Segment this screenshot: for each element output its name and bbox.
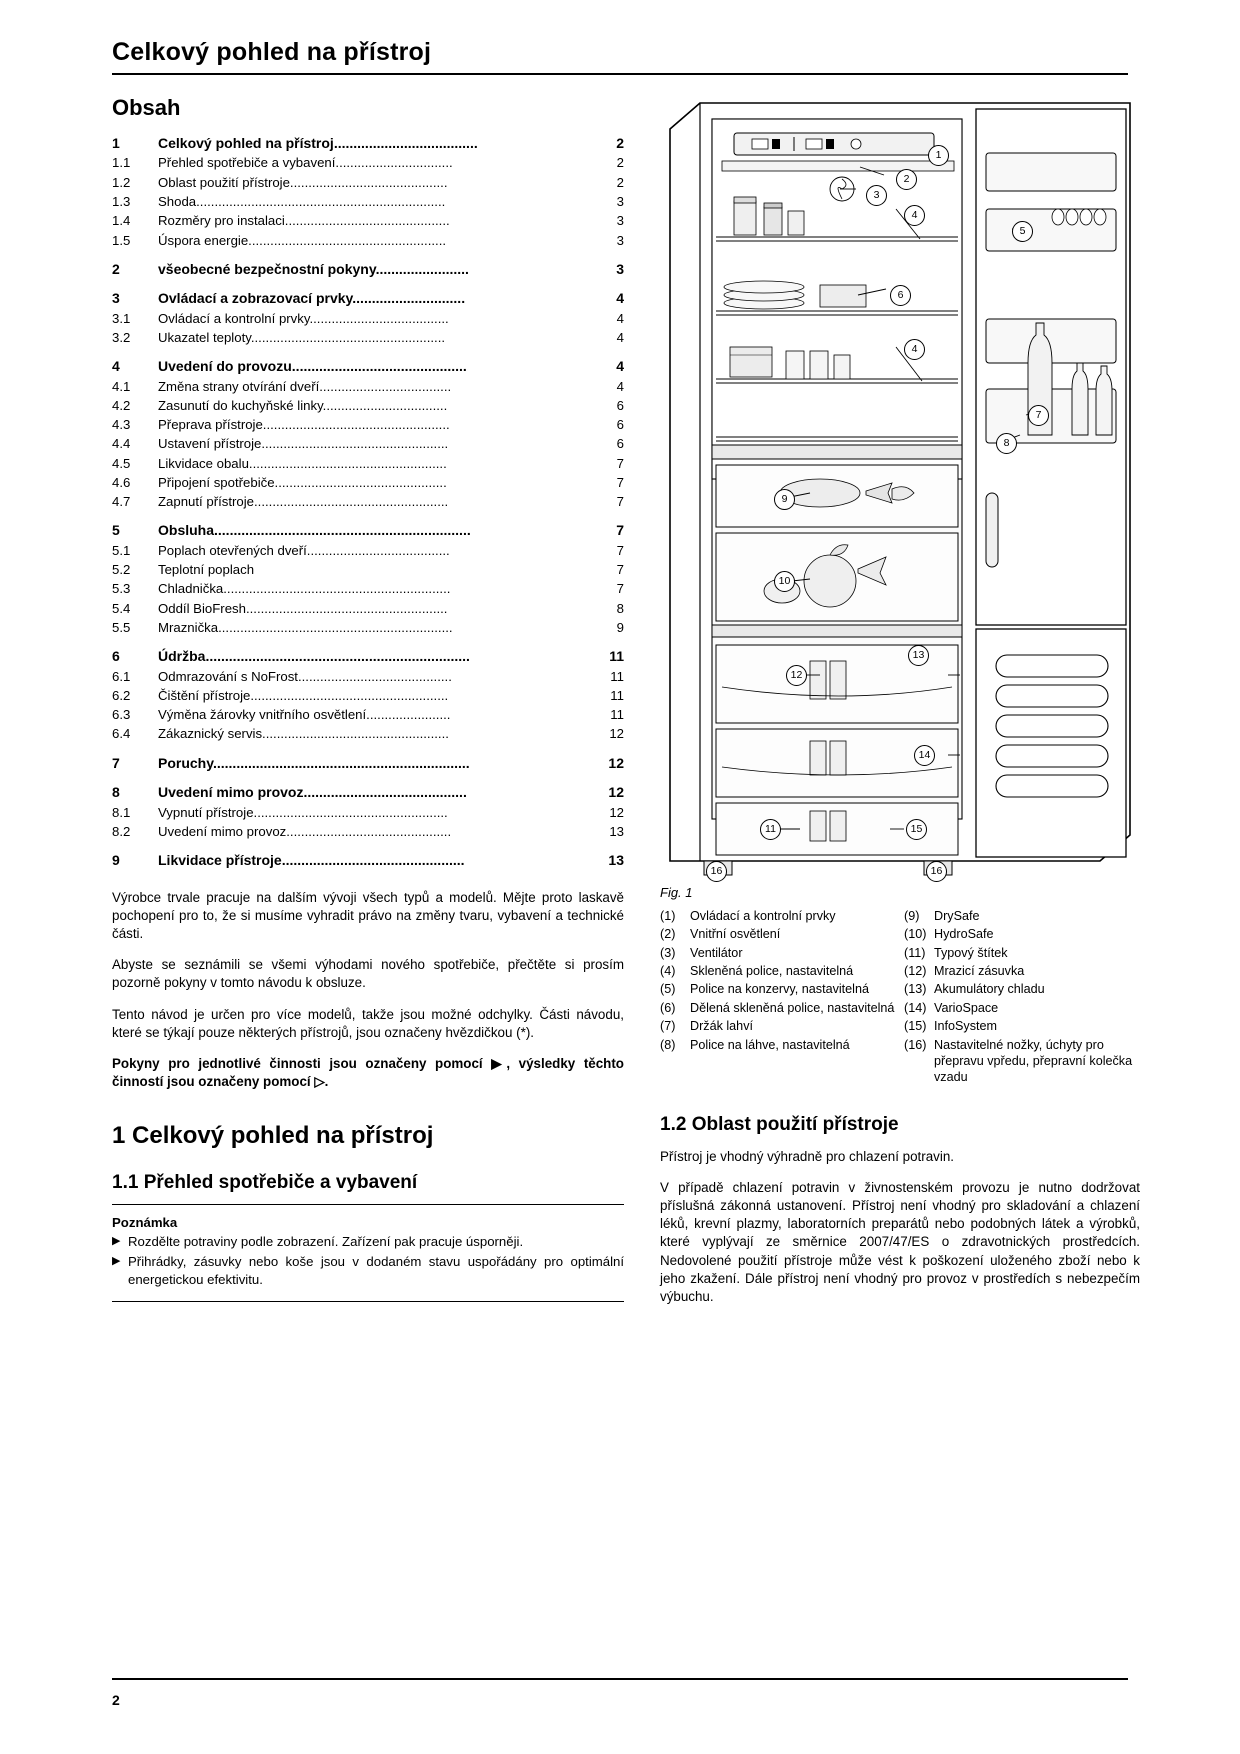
toc-entry-title: Zasunutí do kuchyňské linky.................................. (158, 397, 448, 413)
legend-item-number: (16) (904, 1037, 927, 1052)
section-1-1-divider (112, 1204, 624, 1205)
legend-item (660, 926, 896, 942)
toc-entry-number: 3.2 (112, 329, 131, 345)
legend-column-right (904, 908, 1140, 1088)
toc-entry-number: 8 (112, 784, 120, 801)
toc-entry[interactable] (112, 560, 624, 579)
toc-entry-number: 2 (112, 260, 120, 277)
toc-entry-number: 7 (112, 754, 120, 771)
toc-entry-number: 8.2 (112, 823, 131, 839)
legend-item (660, 1018, 896, 1034)
toc-entry-number: 9 (112, 852, 120, 869)
legend-item-number: (13) (904, 982, 927, 997)
toc-entry-page: 2 (616, 155, 624, 171)
legend-item-number: (8) (660, 1037, 676, 1052)
toc-entry[interactable] (112, 850, 624, 870)
callout-16b: 16 (926, 861, 947, 882)
legend-item-number: (5) (660, 982, 676, 997)
page-title: Celkový pohled na přístroj (112, 38, 432, 66)
legend-item-label: Mrazicí zásuvka (934, 964, 1025, 979)
legend-item-number: (12) (904, 964, 927, 979)
note-bullet-1 (112, 1233, 624, 1251)
toc-entry-page: 12 (609, 804, 624, 820)
toc-entry-number: 6.1 (112, 668, 131, 684)
toc-entry-title: Připojení spotřebiče............................................... (158, 474, 447, 490)
legend-item (904, 981, 1140, 997)
legend-item-label: Skleněná police, nastavitelná (690, 964, 854, 979)
triangle-bullet-icon: ▶ (112, 1234, 121, 1247)
toc-entry-page: 4 (616, 358, 624, 375)
legend-item-label: Nastavitelné nožky, úchyty pro přepravu vpředu, přepravní kolečka vzadu (934, 1037, 1133, 1085)
toc-entry-page: 7 (616, 522, 624, 539)
toc-entry-title: Odmrazování s NoFrost.......................................... (158, 668, 452, 684)
toc-entry[interactable] (112, 473, 624, 492)
callout-11: 11 (760, 819, 781, 840)
toc-entry-page: 11 (609, 648, 624, 665)
toc-entry-number: 1.3 (112, 193, 131, 209)
toc-entry-title: Obsluha.................................................................. (158, 522, 471, 539)
appliance-diagram (660, 89, 1140, 879)
toc-entry-page: 7 (616, 474, 624, 490)
toc-entry-title: Rozměry pro instalaci............................................. (158, 213, 450, 229)
toc-entry[interactable] (112, 173, 624, 192)
toc-entry-number: 4.1 (112, 378, 131, 394)
toc-entry-number: 6 (112, 648, 120, 665)
intro-paragraph-1: Výrobce trvale pracuje na dalším vývoji všech typů a modelů. Mějte proto laskavě pochopení pro to, že si musíme vyhradit právo na změny tvaru, vybavení a technické části. (112, 889, 624, 942)
toc-spacer (112, 511, 624, 520)
callout-8: 8 (996, 433, 1017, 454)
legend-item-label: Držák lahví (690, 1019, 753, 1034)
toc-entry-page: 11 (610, 707, 624, 723)
toc-entry-page: 4 (616, 290, 624, 307)
callout-6: 6 (890, 285, 911, 306)
toc-entry-number: 5.2 (112, 562, 131, 578)
toc-entry-page: 3 (616, 193, 624, 209)
left-column (112, 89, 624, 1306)
toc-entry[interactable] (112, 822, 624, 841)
toc-entry-number: 3.1 (112, 310, 131, 326)
legend-column-left (660, 908, 896, 1088)
figure-legend (660, 908, 1140, 1088)
toc-entry-title: Poruchy.................................................................. (158, 754, 470, 771)
note-bullet-2 (112, 1253, 624, 1289)
toc-entry-number: 1.5 (112, 232, 131, 248)
toc-entry-title: Zapnutí přístroje..................................................... (158, 494, 449, 510)
toc-spacer (112, 279, 624, 288)
footer-divider (112, 1678, 1128, 1680)
toc-entry-title: Celkový pohled na přístroj..................................... (158, 135, 478, 151)
toc-entry-page: 3 (616, 232, 624, 248)
toc-entry-page: 12 (608, 754, 624, 771)
toc-entry[interactable] (112, 434, 624, 453)
toc-entry[interactable] (112, 782, 624, 802)
toc-entry-number: 6.3 (112, 707, 131, 723)
legend-item-label: Ovládací a kontrolní prvky (690, 909, 836, 923)
legend-item (904, 1000, 1140, 1016)
toc-entry-number: 1.4 (112, 213, 131, 229)
callout-7: 7 (1028, 405, 1049, 426)
toc-entry-page: 11 (610, 668, 624, 684)
toc-entry-page: 12 (609, 726, 624, 742)
legend-item-label: HydroSafe (934, 927, 994, 942)
intro-paragraph-2: Abyste se seznámili se všemi výhodami nového spotřebiče, přečtěte si prosím pozorně pokyny v tomto návodu k obsluze. (112, 957, 624, 991)
toc-entry-page: 12 (608, 784, 624, 801)
legend-item (904, 963, 1140, 979)
note-bottom-divider (112, 1301, 624, 1302)
table-of-contents (112, 133, 624, 871)
toc-spacer (112, 637, 624, 646)
toc-entry-number: 4 (112, 358, 120, 375)
toc-spacer (112, 773, 624, 782)
intro-paragraph-3: Tento návod je určen pro více modelů, takže jsou možné odchylky. Části návodu, které se týkají pouze některých přístrojů, jsou označeny hvězdičkou (*). (112, 1006, 624, 1040)
callout-14: 14 (914, 745, 935, 766)
toc-entry-title: Oblast použití přístroje........................................... (158, 174, 448, 190)
section-1-heading: 1 Celkový pohled na přístroj (112, 1121, 434, 1149)
toc-entry[interactable] (112, 579, 624, 598)
toc-entry-number: 1.1 (112, 155, 131, 171)
callout-10: 10 (774, 571, 795, 592)
legend-item-label: Police na konzervy, nastavitelná (690, 982, 869, 997)
header-divider (112, 73, 1128, 75)
legend-item-number: (2) (660, 927, 676, 942)
toc-entry-title: Ovládací a kontrolní prvky...................................... (158, 310, 449, 326)
toc-entry[interactable] (112, 192, 624, 211)
callout-13: 13 (908, 645, 929, 666)
toc-entry[interactable] (112, 646, 624, 666)
toc-entry-title: Změna strany otvírání dveří.................................... (158, 378, 452, 394)
toc-entry-title: Uvedení do provozu............................................. (158, 358, 467, 375)
toc-entry-title: Výměna žárovky vnitřního osvětlení....................... (158, 707, 451, 723)
toc-entry-title: Údržba.................................................................... (158, 648, 470, 665)
toc-entry-page: 3 (616, 260, 624, 277)
toc-entry[interactable] (112, 211, 624, 230)
toc-entry[interactable] (112, 288, 624, 308)
triangle-bullet-icon: ▶ (112, 1255, 121, 1268)
toc-entry[interactable] (112, 356, 624, 376)
toc-entry-page: 3 (616, 213, 624, 229)
toc-entry[interactable] (112, 328, 624, 347)
legend-item-label: Akumulátory chladu (934, 982, 1045, 997)
toc-entry-number: 3 (112, 290, 120, 307)
toc-entry-title: Likvidace přístroje............................................... (158, 852, 465, 869)
toc-entry[interactable] (112, 259, 624, 279)
toc-heading: Obsah (112, 95, 181, 120)
toc-entry-page: 6 (616, 436, 624, 452)
toc-entry-number: 5.3 (112, 581, 131, 597)
two-column-layout (112, 89, 1140, 1306)
legend-item-label: InfoSystem (934, 1019, 997, 1034)
toc-entry-page: 7 (616, 581, 624, 597)
legend-item-number: (9) (904, 909, 920, 923)
toc-entry[interactable] (112, 415, 624, 434)
legend-item (660, 981, 896, 997)
toc-entry[interactable] (112, 753, 624, 773)
callout-4a: 4 (904, 205, 925, 226)
toc-entry-number: 1.2 (112, 174, 131, 190)
legend-item (660, 1000, 896, 1016)
toc-entry-number: 6.4 (112, 726, 131, 742)
toc-entry-title: Vypnutí přístroje..................................................... (158, 804, 448, 820)
intro-paragraph-4: Pokyny pro jednotlivé činnosti jsou označeny pomocí ▶, výsledky těchto činností jsou označeny pomocí ▷. (112, 1056, 624, 1090)
toc-entry-page: 4 (616, 310, 624, 326)
toc-entry-number: 4.4 (112, 436, 131, 452)
toc-entry[interactable] (112, 377, 624, 396)
legend-item (904, 1018, 1140, 1034)
toc-entry[interactable] (112, 153, 624, 172)
callout-16a: 16 (706, 861, 727, 882)
toc-entry-page: 8 (616, 600, 624, 616)
figure-caption: Fig. 1 (660, 885, 693, 900)
legend-item (660, 908, 896, 924)
toc-entry-number: 4.6 (112, 474, 131, 490)
legend-item-number: (3) (660, 945, 676, 960)
toc-entry[interactable] (112, 520, 624, 540)
note-bullet-1-text: Rozdělte potraviny podle zobrazení. Zařízení pak pracuje úsporněji. (128, 1233, 524, 1249)
toc-entry-title: Ustavení přístroje................................................... (158, 436, 449, 452)
toc-entry-number: 6.2 (112, 687, 131, 703)
toc-entry-page: 11 (610, 687, 624, 703)
legend-item (660, 1037, 896, 1053)
toc-entry-title: Likvidace obalu...................................................... (158, 455, 447, 471)
toc-entry-page: 4 (616, 378, 624, 394)
toc-entry-number: 4.7 (112, 494, 131, 510)
toc-entry-number: 5 (112, 522, 120, 539)
toc-entry-page: 7 (616, 562, 624, 578)
toc-entry-title: Přeprava přístroje................................................... (158, 417, 450, 433)
toc-entry-number: 4.3 (112, 417, 131, 433)
legend-item-number: (11) (904, 945, 926, 960)
legend-item-number: (7) (660, 1019, 676, 1034)
toc-spacer (112, 347, 624, 356)
toc-entry-number: 1 (112, 135, 120, 151)
toc-entry-page: 7 (616, 455, 624, 471)
section-1-2-paragraph-1: Přístroj je vhodný výhradně pro chlazení potravin. (660, 1148, 955, 1164)
toc-entry-title: Teplotní poplach (158, 562, 255, 578)
section-1-1-heading: 1.1 Přehled spotřebiče a vybavení (112, 1171, 418, 1193)
toc-entry[interactable] (112, 667, 624, 686)
callout-4b: 4 (904, 339, 925, 360)
legend-item (660, 963, 896, 979)
toc-entry[interactable] (112, 454, 624, 473)
legend-item-number: (4) (660, 964, 676, 979)
legend-item-number: (1) (660, 909, 676, 923)
legend-item-number: (14) (904, 1000, 927, 1015)
legend-item (904, 908, 1140, 924)
toc-entry-page: 13 (609, 823, 624, 839)
toc-entry[interactable] (112, 724, 624, 743)
section-1-2-heading: 1.2 Oblast použití přístroje (660, 1113, 899, 1135)
note-bullet-2-text: Přihrádky, zásuvky nebo koše jsou v dodaném stavu uspořádány pro optimální energetickou efektivitu. (128, 1254, 624, 1288)
legend-item-label: Typový štítek (934, 945, 1008, 960)
toc-entry-number: 5.4 (112, 600, 131, 616)
callout-5: 5 (1012, 221, 1033, 242)
toc-entry[interactable] (112, 396, 624, 415)
toc-entry-title: Shoda.................................................................... (158, 193, 446, 209)
callout-1: 1 (928, 145, 949, 166)
fridge-illustration-svg (660, 89, 1140, 879)
toc-entry-title: Mraznička................................................................ (158, 619, 453, 635)
legend-item-label: DrySafe (934, 909, 980, 923)
note-label: Poznámka (112, 1214, 178, 1230)
right-column (660, 89, 1140, 1306)
toc-entry-page: 7 (616, 542, 624, 558)
toc-entry-number: 5.1 (112, 542, 131, 558)
toc-entry-number: 8.1 (112, 804, 131, 820)
toc-entry[interactable] (112, 803, 624, 822)
legend-item-number: (10) (904, 927, 927, 942)
toc-entry-page: 9 (616, 619, 624, 635)
toc-entry-number: 4.5 (112, 455, 131, 471)
section-1-2-paragraph-2: V případě chlazení potravin v živnostenském provozu je nutno dodržovat příslušná zákonná ustanovení. Přístroj není vhodný pro skladování a chlazení léků, krevní plazmy, laboratorních preparátů nebo podobných látek a výrobků, které vyplývají ze směrnice 2007/47/ES o zdravotnických prostředcích. Nedovolené použití přístroje může vést k poškození uloženého zboží nebo k jeho zkažení. Dále přístroj není vhodný pro provoz v prostředích s nebezpečím výbuchu. (660, 1179, 1140, 1305)
toc-entry-title: Uvedení mimo provoz.......................................... (158, 784, 467, 801)
toc-entry[interactable] (112, 705, 624, 724)
toc-entry-title: všeobecné bezpečnostní pokyny........................ (158, 260, 469, 277)
toc-entry[interactable] (112, 309, 624, 328)
toc-entry-title: Oddíl BioFresh....................................................... (158, 600, 448, 616)
toc-entry-page: 2 (616, 135, 624, 151)
toc-entry-title: Zákaznický servis................................................... (158, 726, 449, 742)
toc-entry-page: 4 (616, 329, 624, 345)
legend-item (904, 926, 1140, 942)
page-number: 2 (112, 1692, 120, 1708)
toc-entry[interactable] (112, 541, 624, 560)
legend-item-label: Police na láhve, nastavitelná (690, 1037, 850, 1052)
toc-entry-number: 4.2 (112, 397, 131, 413)
callout-9: 9 (774, 489, 795, 510)
toc-entry[interactable] (112, 686, 624, 705)
toc-spacer (112, 250, 624, 259)
toc-entry-title: Čištění přístroje...................................................... (158, 687, 449, 703)
toc-entry[interactable] (112, 133, 624, 153)
toc-entry-page: 13 (608, 852, 624, 869)
legend-item-label: Ventilátor (690, 945, 743, 960)
toc-entry[interactable] (112, 231, 624, 250)
legend-item (904, 945, 1140, 961)
legend-item-number: (6) (660, 1000, 676, 1015)
toc-entry-title: Uvedení mimo provoz............................................. (158, 823, 452, 839)
legend-item-label: Dělená skleněná police, nastavitelná (690, 1000, 895, 1015)
toc-entry-title: Ovládací a zobrazovací prvky............................. (158, 290, 466, 307)
toc-entry-title: Úspora energie...................................................... (158, 232, 447, 248)
toc-entry-page: 6 (616, 397, 624, 413)
legend-item-label: Vnitřní osvětlení (690, 927, 781, 942)
callout-2: 2 (896, 169, 917, 190)
toc-entry-title: Poplach otevřených dveří....................................... (158, 542, 450, 558)
toc-entry[interactable] (112, 492, 624, 511)
toc-entry-title: Chladnička.............................................................. (158, 581, 451, 597)
toc-entry-number: 5.5 (112, 619, 131, 635)
legend-item (660, 945, 896, 961)
toc-entry-page: 2 (616, 174, 624, 190)
legend-item-number: (15) (904, 1019, 927, 1034)
toc-entry-page: 7 (616, 494, 624, 510)
toc-spacer (112, 841, 624, 850)
toc-spacer (112, 744, 624, 753)
toc-entry[interactable] (112, 599, 624, 618)
callout-15: 15 (906, 819, 927, 840)
toc-entry[interactable] (112, 618, 624, 637)
legend-item (904, 1037, 1140, 1086)
legend-item-label: VarioSpace (934, 1000, 999, 1015)
toc-entry-title: Přehled spotřebiče a vybavení................................ (158, 155, 453, 171)
callout-3: 3 (866, 185, 887, 206)
toc-entry-page: 6 (616, 417, 624, 433)
callout-12: 12 (786, 665, 807, 686)
toc-entry-title: Ukazatel teploty..................................................... (158, 329, 446, 345)
